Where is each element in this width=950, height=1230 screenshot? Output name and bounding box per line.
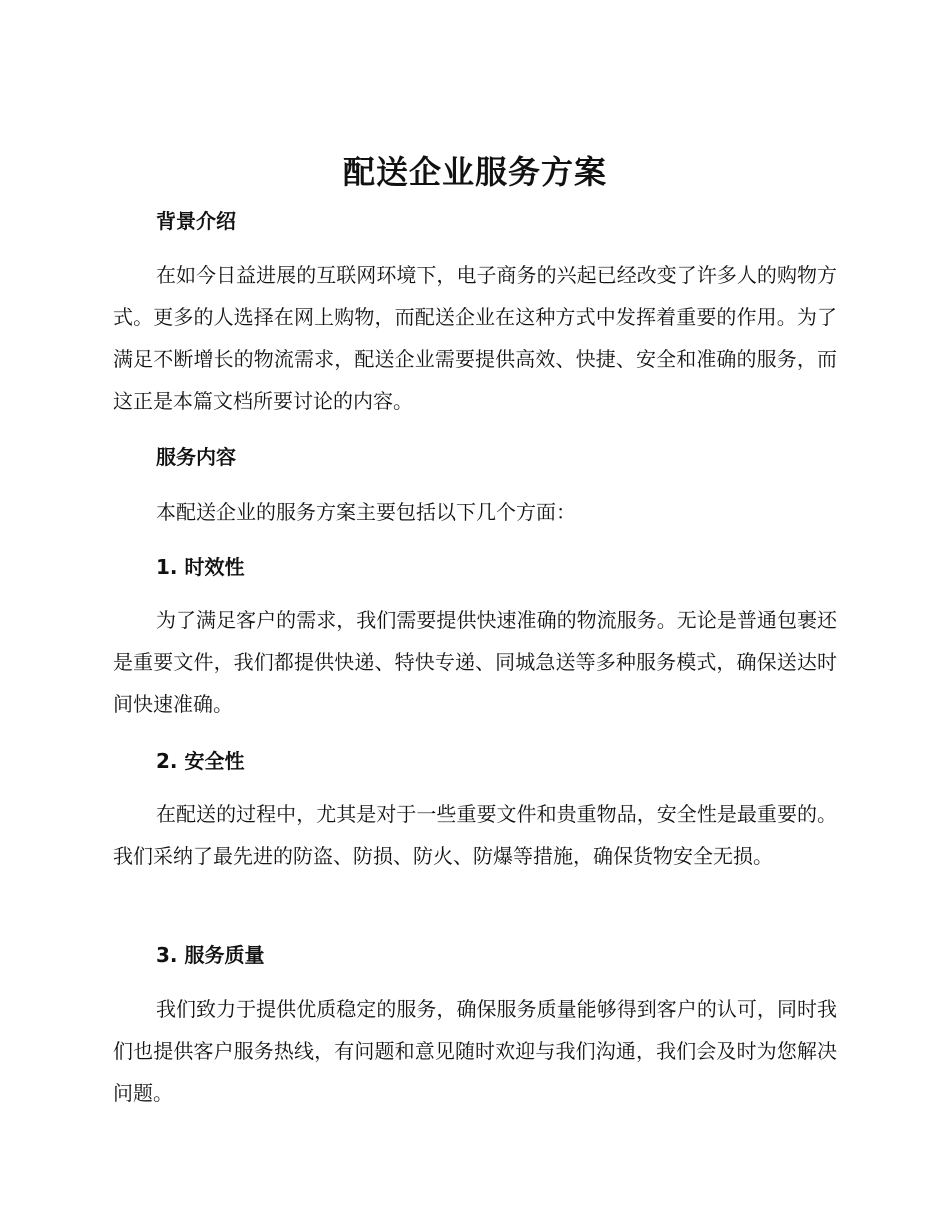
section-intro-services: 本配送企业的服务方案主要包括以下几个方面： [156, 500, 576, 524]
document-title: 配送企业服务方案 [342, 153, 607, 191]
section-heading-timeliness: 1. 时效性 [156, 555, 245, 579]
section-heading-safety: 2. 安全性 [156, 749, 245, 773]
section-heading-services: 服务内容 [156, 445, 236, 469]
section-body-safety: 在配送的过程中，尤其是对于一些重要文件和贵重物品，安全性是最重要的。我们采纳了最先进的防盗、防损、防火、防爆等措施，确保货物安全无损。 [113, 802, 837, 868]
section-heading-quality: 3. 服务质量 [156, 943, 265, 967]
section-body-quality: 我们致力于提供优质稳定的服务，确保服务质量能够得到客户的认可，同时我们也提供客户服务热线，有问题和意见随时欢迎与我们沟通，我们会及时为您解决问题。 [113, 997, 837, 1105]
section-body-timeliness: 为了满足客户的需求，我们需要提供快速准确的物流服务。无论是普通包裹还是重要文件，我们都提供快递、特快专递、同城急送等多种服务模式，确保送达时间快速准确。 [113, 608, 837, 716]
section-heading-background: 背景介绍 [156, 209, 236, 233]
section-body-background: 在如今日益进展的互联网环境下，电子商务的兴起已经改变了许多人的购物方式。更多的人选择在网上购物，而配送企业在这种方式中发挥着重要的作用。为了满足不断增长的物流需求，配送企业需要提供高效、快捷、安全和准确的服务，而这正是本篇文档所要讨论的内容。 [113, 263, 837, 413]
